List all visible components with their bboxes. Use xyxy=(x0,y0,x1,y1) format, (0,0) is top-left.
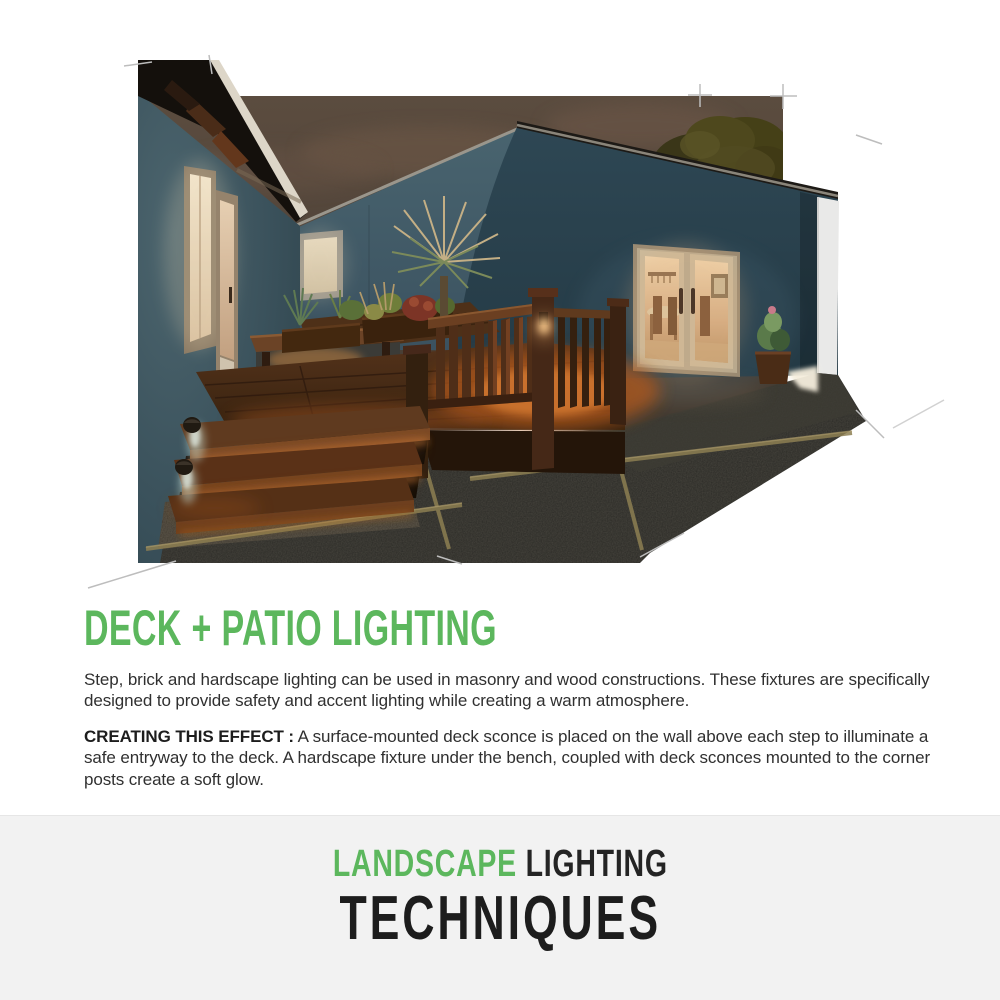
footer-title xyxy=(0,883,1000,953)
page-title-text: DECK + PATIO LIGHTING xyxy=(84,600,497,656)
corner-post-sconce xyxy=(528,288,558,470)
intro-paragraph: Step, brick and hardscape lighting can be used in masonry and wood constructions. These fixtures are specifically designed to provide safety and accent lighting while creating a warm atmosphere. xyxy=(84,670,930,711)
section-content xyxy=(84,600,936,790)
page-title xyxy=(84,600,936,656)
footer xyxy=(0,815,1000,1000)
light-wall-panel xyxy=(818,197,839,376)
brand-word-lighting: LIGHTING xyxy=(525,843,668,885)
brand-word-landscape: LANDSCAPE xyxy=(332,843,517,885)
footer-title-text: TECHNIQUES xyxy=(339,883,661,953)
effect-text: A surface-mounted deck sconce is placed on the wall above each step to illuminate a safe entryway to the deck. A hardscape fixture under the bench, coupled with deck sconces mounted to the corner posts create a soft glow. xyxy=(84,726,931,789)
left-door xyxy=(216,190,238,390)
glass-patio-doors xyxy=(624,242,748,382)
brand-line xyxy=(0,845,1000,885)
effect-label: CREATING THIS EFFECT : xyxy=(84,726,294,746)
effect-paragraph xyxy=(84,726,936,790)
